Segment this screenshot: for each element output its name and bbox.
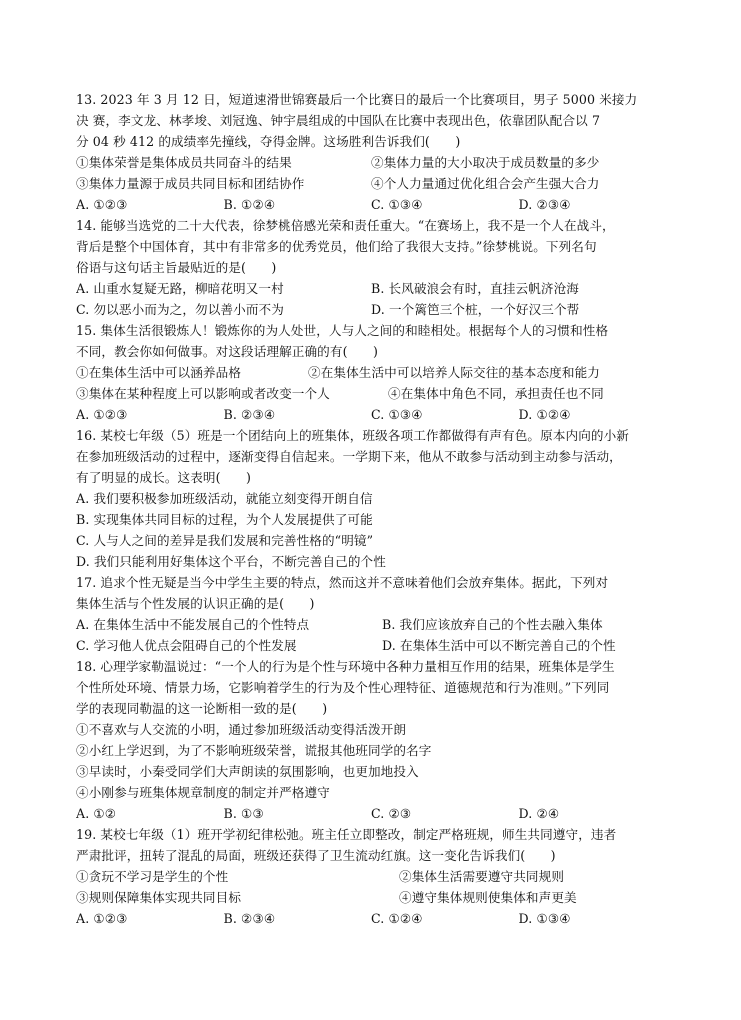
q15-statements-row-1 — [76, 365, 666, 381]
q17-options-row-2 — [76, 638, 666, 654]
q14-stem-line-2: 背后是整个中国体育，其中有非常多的优秀党员，他们给了我很大支持。”徐梦桃说。下列名句 — [76, 239, 597, 254]
q14-option-a[interactable]: A. 山重水复疑无路，柳暗花明又一村 — [76, 281, 284, 296]
q15-statement-2: ②在集体生活中可以培养人际交往的基本态度和能力 — [308, 365, 600, 380]
q15-option-b[interactable]: B. ②③④ — [223, 407, 276, 422]
q14-option-c[interactable]: C. 勿以恶小而为之，勿以善小而不为 — [76, 302, 284, 317]
q19-stem-line-2: 严肃批评，扭转了混乱的局面，班级还获得了卫生流动红旗。这一变化告诉我们( ) — [76, 848, 556, 863]
q13-statement-4: ④个人力量通过优化组合会产生强大合力 — [371, 176, 600, 191]
q16-option-a[interactable]: A. 我们要积极参加班级活动，就能立刻变得开朗自信 — [76, 491, 373, 506]
q14-option-b[interactable]: B. 长风破浪会有时，直挂云帆济沧海 — [371, 281, 579, 296]
q17-option-d[interactable]: D. 在集体生活中可以不断完善自己的个性 — [382, 638, 616, 653]
q18-stem-line-3: 学的表现同勒温的这一论断相一致的是( ) — [76, 701, 328, 716]
q18-statement-4: ④小刚参与班集体规章制度的制定并严格遵守 — [76, 785, 330, 800]
q19-stem-line-1: 19. 某校七年级（1）班开学初纪律松弛。班主任立即整改，制定严格班规，师生共同遵守，违者 — [76, 827, 617, 842]
q13-option-d[interactable]: D. ②③④ — [518, 197, 571, 212]
q16-option-b[interactable]: B. 实现集体共同目标的过程，为个人发展提供了可能 — [76, 512, 373, 527]
q18-statement-1: ①不喜欢与人交流的小明，通过参加班级活动变得活泼开朗 — [76, 722, 407, 737]
q18-option-d[interactable]: D. ②④ — [518, 806, 560, 821]
q15-statements-row-2 — [76, 386, 666, 402]
q14-option-d[interactable]: D. 一个篱笆三个桩，一个好汉三个帮 — [371, 302, 580, 317]
q15-options — [76, 407, 666, 423]
q19-statement-3: ③规则保障集体实现共同目标 — [76, 890, 242, 905]
q17-option-a[interactable]: A. 在集体生活中不能发展自己的个性特点 — [76, 617, 310, 632]
q15-stem-line-1: 15. 集体生活很锻炼人！锻炼你的为人处世，人与人之间的和睦相处。根据每个人的习惯和性格 — [76, 323, 609, 338]
q19-options — [76, 911, 666, 927]
q15-statement-1: ①在集体生活中可以涵养品格 — [76, 365, 242, 380]
q15-option-c[interactable]: C. ①③④ — [371, 407, 423, 422]
q15-option-d[interactable]: D. ①②④ — [518, 407, 571, 422]
q19-statement-4: ④遵守集体规则使集体和声更美 — [399, 890, 577, 905]
q14-options-row-2 — [76, 302, 666, 318]
q18-option-b[interactable]: B. ①③ — [223, 806, 264, 821]
q17-option-c[interactable]: C. 学习他人优点会阻碍自己的个性发展 — [76, 638, 297, 653]
q15-stem-line-2: 不同，教会你如何做事。对这段话理解正确的有( ) — [76, 344, 378, 359]
q13-option-b[interactable]: B. ①②④ — [223, 197, 276, 212]
q14-stem-line-3: 俗语与这句话主旨最贴近的是( ) — [76, 260, 277, 275]
q18-statement-3: ③早读时，小秦受同学们大声朗读的氛围影响，也更加地投入 — [76, 764, 419, 779]
q17-stem-line-2: 集体生活与个性发展的认识正确的是( ) — [76, 596, 315, 611]
q19-statements-row-1 — [76, 869, 666, 885]
q16-stem-line-2: 在参加班级活动的过程中，逐渐变得自信起来。一学期下来，他从不敢参与活动到主动参与活动， — [76, 449, 622, 464]
q15-option-a[interactable]: A. ①②③ — [76, 407, 128, 422]
q19-statements-row-2 — [76, 890, 666, 906]
q19-statement-1: ①贪玩不学习是学生的个性 — [76, 869, 229, 884]
q19-option-d[interactable]: D. ①③④ — [518, 911, 571, 926]
q13-statements-row-1 — [76, 155, 666, 171]
q17-option-b[interactable]: B. 我们应该放弃自己的个性去融入集体 — [382, 617, 603, 632]
q18-option-c[interactable]: C. ②③ — [371, 806, 412, 821]
q19-statement-2: ②集体生活需要遵守共同规则 — [399, 869, 565, 884]
q18-stem-line-1: 18. 心理学家勒温说过：“一个人的行为是个性与环境中各种力量相互作用的结果，班集体是学生 — [76, 659, 615, 674]
q19-option-b[interactable]: B. ②③④ — [223, 911, 276, 926]
q13-options — [76, 197, 666, 213]
q13-statement-3: ③集体力量源于成员共同目标和团结协作 — [76, 176, 305, 191]
q13-statements-row-2 — [76, 176, 666, 192]
q13-statement-2: ②集体力量的大小取决于成员数量的多少 — [371, 155, 600, 170]
q18-option-a[interactable]: A. ①② — [76, 806, 117, 821]
q16-stem-line-3: 有了明显的成长。这表明( ) — [76, 470, 252, 485]
q13-stem-line-3: 分 04 秒 412 的成绩率先撞线，夺得金牌。这场胜利告诉我们( ) — [76, 134, 461, 149]
q13-stem-line-2: 决 赛，李文龙、林孝埈、刘冠逸、钟宇晨组成的中国队在比赛中表现出色，依靠团队配合以 7 — [76, 113, 601, 128]
q15-statement-4: ④在集体中角色不同，承担责任也不同 — [388, 386, 604, 401]
q16-stem-line-1: 16. 某校七年级（5）班是一个团结向上的班集体，班级各项工作都做得有声有色。原本内向的小新 — [76, 428, 629, 443]
q17-stem-line-1: 17. 追求个性无疑是当今中学生主要的特点，然而这并不意味着他们会放弃集体。据此，下列对 — [76, 575, 609, 590]
q13-option-c[interactable]: C. ①③④ — [371, 197, 423, 212]
q18-stem-line-2: 个性所处环境、情景力场，它影响着学生的行为及个性心理特征、道德规范和行为准则。”下列同 — [76, 680, 610, 695]
q13-stem-line-1: 13. 2023 年 3 月 12 日，短道速滑世锦赛最后一个比赛日的最后一个比赛项目，男子 5000 米接力 — [76, 92, 638, 107]
q13-option-a[interactable]: A. ①②③ — [76, 197, 128, 212]
q16-option-c[interactable]: C. 人与人之间的差异是我们发展和完善性格的“明镜” — [76, 533, 374, 548]
q14-stem-line-1: 14. 能够当选党的二十大代表，徐梦桃倍感光荣和责任重大。“在赛场上，我不是一个人在战斗， — [76, 218, 615, 233]
q15-statement-3: ③集体在某种程度上可以影响或者改变一个人 — [76, 386, 330, 401]
q19-option-c[interactable]: C. ①②④ — [371, 911, 423, 926]
q13-statement-1: ①集体荣誉是集体成员共同奋斗的结果 — [76, 155, 292, 170]
q17-options-row-1 — [76, 617, 666, 633]
q18-options — [76, 806, 666, 822]
q19-option-a[interactable]: A. ①②③ — [76, 911, 128, 926]
q18-statement-2: ②小红上学迟到，为了不影响班级荣誉，谎报其他班同学的名字 — [76, 743, 432, 758]
q16-option-d[interactable]: D. 我们只能利用好集体这个平台，不断完善自己的个性 — [76, 554, 386, 569]
q14-options-row-1 — [76, 281, 666, 297]
